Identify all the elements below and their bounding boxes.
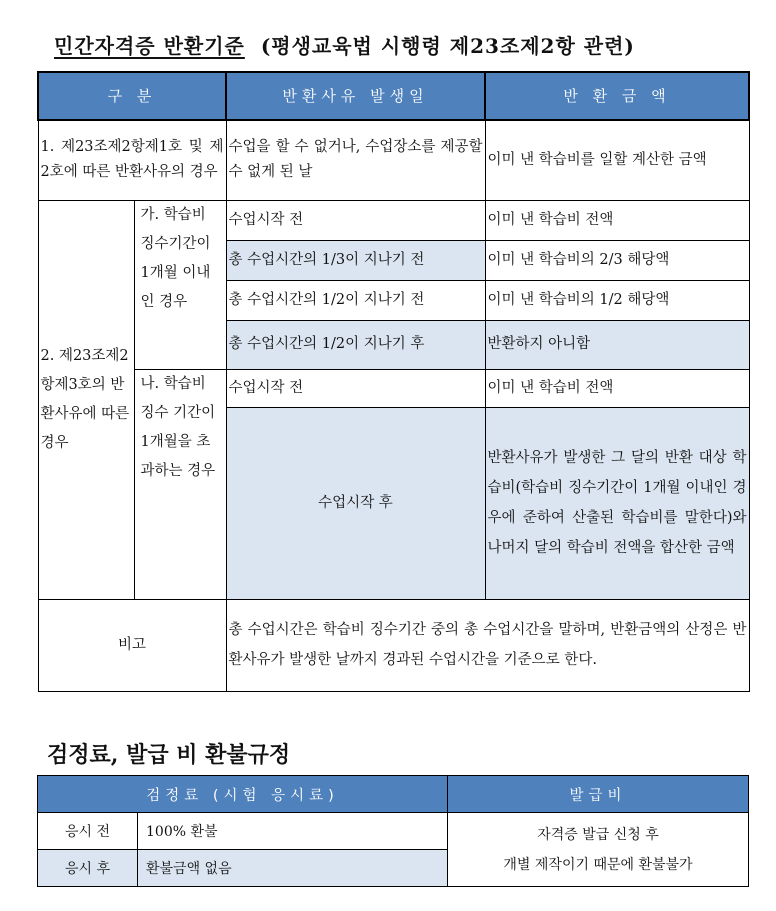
row1-amount: 이미 낸 학습비를 일할 계산한 금액 — [485, 120, 749, 200]
header-issue-fee: 발급비 — [448, 776, 749, 813]
issue-fee-note — [448, 813, 749, 887]
sub-a-amount-3: 이미 낸 학습비의 1/2 해당액 — [485, 280, 749, 320]
sub-b-occurrence-2: 수업시작 후 — [226, 407, 485, 599]
sub-a-occurrence-2: 총 수업시간의 1/3이 지나기 전 — [226, 240, 485, 280]
table-row — [38, 369, 749, 407]
table-header-row — [38, 72, 749, 120]
fee-refund-table — [37, 775, 749, 887]
sub-a-amount-4: 반환하지 아니함 — [485, 320, 749, 369]
exam-before-label: 응시 전 — [38, 813, 138, 850]
sub-b-amount-1: 이미 낸 학습비 전액 — [485, 369, 749, 407]
row1-occurrence: 수업을 할 수 없거나, 수업장소를 제공할 수 없게 된 날 — [226, 120, 485, 200]
remark-text: 총 수업시간은 학습비 징수기간 중의 총 수업시간을 말하며, 반환금액의 산정은 반환사유가 발생한 날까지 경과된 수업시간을 기준으로 한다. — [226, 599, 749, 691]
row2-category: 2. 제23조제2항제3호의 반환사유에 따른 경우 — [38, 200, 134, 599]
table-header-row — [38, 776, 749, 813]
header-category: 구 분 — [38, 72, 226, 120]
sub-a-occurrence-3: 총 수업시간의 1/2이 지나기 전 — [226, 280, 485, 320]
sub-b-label: 나. 학습비 징수 기간이 1개월을 초과하는 경우 — [134, 369, 226, 599]
sub-a-occurrence-1: 수업시작 전 — [226, 200, 485, 240]
title-note: (평생교육법 시행령 제23조제2항 관련) — [260, 34, 635, 58]
sub-a-occurrence-4: 총 수업시간의 1/2이 지나기 후 — [226, 320, 485, 369]
exam-before-value: 100% 환불 — [138, 813, 448, 850]
remark-label: 비고 — [38, 599, 226, 691]
header-amount: 반 환 금 액 — [485, 72, 749, 120]
exam-after-value: 환불금액 없음 — [138, 850, 448, 887]
sub-a-amount-2: 이미 낸 학습비의 2/3 해당액 — [485, 240, 749, 280]
section2-title: 검정료, 발급 비 환불규정 — [47, 742, 291, 768]
sub-b-amount-2: 반환사유가 발생한 그 달의 반환 대상 학습비(학습비 징수기간이 1개월 이내인 경우에 준하여 산출된 학습비를 말한다)와 나머지 달의 학습비 전액을 합산한 금액 — [485, 407, 749, 599]
document-title — [54, 30, 754, 64]
refund-criteria-table — [37, 71, 750, 692]
table-row — [38, 813, 749, 850]
issue-note-line1: 자격증 발급 신청 후 — [537, 826, 659, 843]
header-exam-fee: 검정료 (시험 응시료) — [38, 776, 448, 813]
table-row — [38, 120, 749, 200]
row1-category: 1. 제23조제2항제1호 및 제2호에 따른 반환사유의 경우 — [38, 120, 226, 200]
table-row — [38, 599, 749, 691]
title-main: 민간자격증 반환기준 — [54, 34, 245, 58]
header-occurrence: 반환사유 발생일 — [226, 72, 485, 120]
issue-note-line2: 개별 제작이기 때문에 환불불가 — [503, 856, 693, 873]
sub-a-amount-1: 이미 낸 학습비 전액 — [485, 200, 749, 240]
table-row — [38, 200, 749, 240]
sub-b-occurrence-1: 수업시작 전 — [226, 369, 485, 407]
exam-after-label: 응시 후 — [38, 850, 138, 887]
sub-a-label: 가. 학습비 징수기간이 1개월 이내인 경우 — [134, 200, 226, 369]
